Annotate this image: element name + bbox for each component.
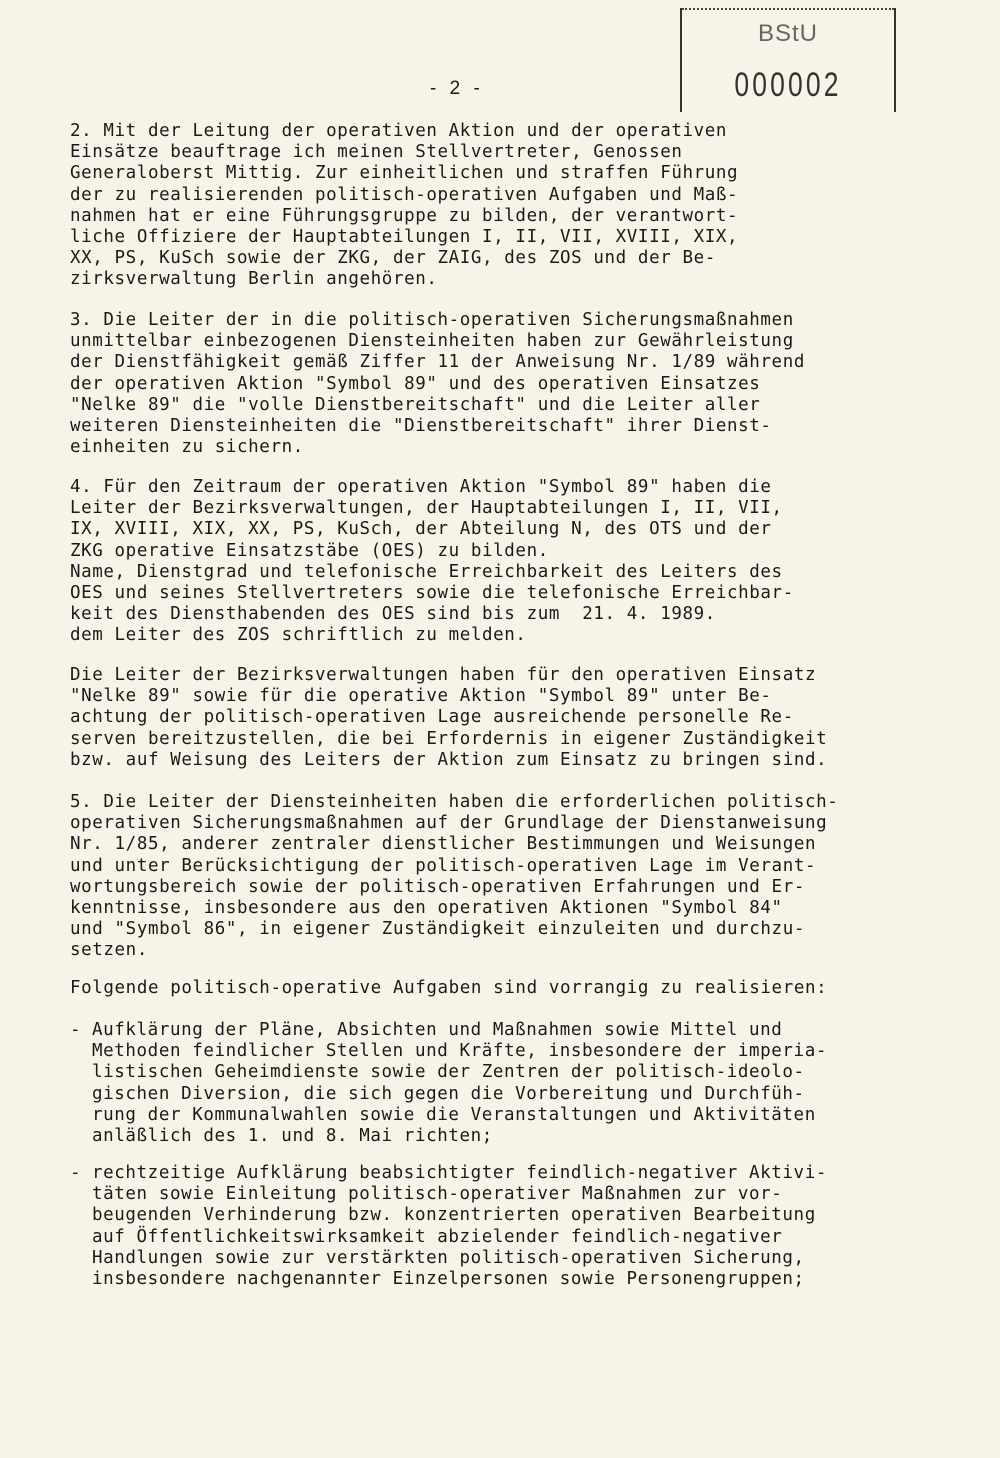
text-line: einheiten zu sichern.	[70, 437, 304, 458]
text-line: insbesondere nachgenannter Einzelpersonen sowie Personengruppen;	[92, 1268, 805, 1289]
text-line: zirksverwaltung Berlin angehören.	[70, 269, 438, 290]
stamp-number: 000002	[734, 66, 842, 104]
text-line: gischen Diversion, die sich gegen die Vorbereitung und Durchfüh-	[92, 1083, 805, 1104]
text-line: anläßlich des 1. und 8. Mai richten;	[92, 1125, 493, 1146]
paragraph-5	[70, 792, 838, 962]
text-line: täten sowie Einleitung politisch-operativer Maßnahmen zur vor-	[92, 1184, 783, 1205]
text-line: Folgende politisch-operative Aufgaben sind vorrangig zu realisieren:	[70, 978, 828, 998]
text-line: listischen Geheimdienste sowie der Zentren der politisch-ideolo-	[92, 1062, 805, 1083]
text-line: setzen.	[70, 940, 148, 961]
tasks-intro	[70, 978, 827, 999]
text-line: keit des Diensthabenden des OES sind bis zum 21. 4. 1989.	[70, 604, 716, 625]
text-line: liche Offiziere der Hauptabteilungen I, II, VII, XVIII, XIX,	[70, 226, 739, 247]
text-line: Handlungen sowie zur verstärkten politisch-operativen Sicherung,	[92, 1247, 805, 1268]
text-line: Methoden feindlicher Stellen und Kräfte, insbesondere der imperia-	[92, 1041, 827, 1062]
text-line: "Nelke 89" sowie für die operative Aktion "Symbol 89" unter Be-	[70, 686, 772, 707]
text-line: wortungsbereich sowie der politisch-operativen Erfahrungen und Er-	[70, 876, 805, 897]
text-line: auf Öffentlichkeitswirksamkeit abzielender feindlich-negativer	[92, 1226, 783, 1247]
bullet-text	[92, 1163, 827, 1290]
text-line: IX, XVIII, XIX, XX, PS, KuSch, der Abteilung N, des OTS und der	[70, 519, 772, 540]
text-line: rung der Kommunalwahlen sowie die Veranstaltungen und Aktivitäten	[92, 1104, 816, 1125]
bullet-marker: -	[70, 1020, 81, 1040]
text-line: 4. Für den Zeitraum der operativen Aktion "Symbol 89" haben die	[70, 477, 772, 497]
text-line: Die Leiter der Bezirksverwaltungen haben für den operativen Einsatz	[70, 665, 817, 685]
paragraph-2	[70, 121, 738, 291]
text-line: beugenden Verhinderung bzw. konzentrierten operativen Bearbeitung	[92, 1205, 816, 1226]
text-line: der operativen Aktion "Symbol 89" und des operativen Einsatzes	[70, 373, 761, 394]
text-line: kenntnisse, insbesondere aus den operativen Aktionen "Symbol 84"	[70, 897, 783, 918]
text-line: OES und seines Stellvertreters sowie die telefonische Erreichbar-	[70, 582, 794, 603]
text-line: serven bereitzustellen, die bei Erfordernis in eigener Zuständigkeit	[70, 728, 828, 749]
text-line: Generaloberst Mittig. Zur einheitlichen und straffen Führung	[70, 163, 739, 184]
stamp-organization: BStU	[757, 20, 818, 47]
text-line: XX, PS, KuSch sowie der ZKG, der ZAIG, des ZOS und der Be-	[70, 248, 716, 269]
text-line: ZKG operative Einsatzstäbe (OES) zu bilden.	[70, 540, 549, 561]
text-line: achtung der politisch-operativen Lage ausreichende personelle Re-	[70, 707, 794, 728]
text-line: Name, Dienstgrad und telefonische Erreichbarkeit des Leiters des	[70, 561, 783, 582]
stamp-border	[682, 8, 894, 10]
text-line: 2. Mit der Leitung der operativen Aktion und der operativen	[70, 121, 728, 141]
bullet-marker: -	[70, 1163, 81, 1183]
text-line: nahmen hat er eine Führungsgruppe zu bilden, der verantwort-	[70, 205, 739, 226]
text-line: bzw. auf Weisung des Leiters der Aktion zum Einsatz zu bringen sind.	[70, 749, 828, 770]
text-line: 5. Die Leiter der Diensteinheiten haben die erforderlichen politisch-	[70, 792, 839, 812]
text-line: Nr. 1/85, anderer zentraler dienstlicher Bestimmungen und Weisungen	[70, 834, 817, 855]
paragraph-3	[70, 310, 805, 458]
text-line: rechtzeitige Aufklärung beabsichtigter feindlich-negativer Aktivi-	[92, 1163, 827, 1183]
text-line: Leiter der Bezirksverwaltungen, der Hauptabteilungen I, II, VII,	[70, 498, 783, 519]
text-line: und unter Berücksichtigung der politisch-operativen Lage im Verant-	[70, 855, 817, 876]
text-line: und "Symbol 86", in eigener Zuständigkeit einzuleiten und durchzu-	[70, 919, 805, 940]
archive-stamp	[680, 8, 896, 112]
text-line: Aufklärung der Pläne, Absichten und Maßnahmen sowie Mittel und	[92, 1020, 783, 1040]
text-line: Einsätze beauftrage ich meinen Stellvertreter, Genossen	[70, 142, 683, 163]
paragraph-4-reserves	[70, 665, 827, 771]
text-line: 3. Die Leiter der in die politisch-operativen Sicherungsmaßnahmen	[70, 310, 794, 330]
paragraph-4	[70, 477, 794, 647]
page-number: - 2 -	[430, 78, 484, 99]
text-line: unmittelbar einbezogenen Diensteinheiten haben zur Gewährleistung	[70, 331, 794, 352]
text-line: dem Leiter des ZOS schriftlich zu melden.	[70, 625, 527, 646]
text-line: der zu realisierenden politisch-operativen Aufgaben und Maß-	[70, 184, 739, 205]
bullet-text	[92, 1020, 827, 1147]
text-line: operativen Sicherungsmaßnahmen auf der Grundlage der Dienstanweisung	[70, 813, 828, 834]
text-line: weiteren Diensteinheiten die "Dienstbereitschaft" ihrer Dienst-	[70, 415, 772, 436]
text-line: "Nelke 89" die "volle Dienstbereitschaft" und die Leiter aller	[70, 394, 761, 415]
text-line: der Dienstfähigkeit gemäß Ziffer 11 der Anweisung Nr. 1/89 während	[70, 352, 805, 373]
